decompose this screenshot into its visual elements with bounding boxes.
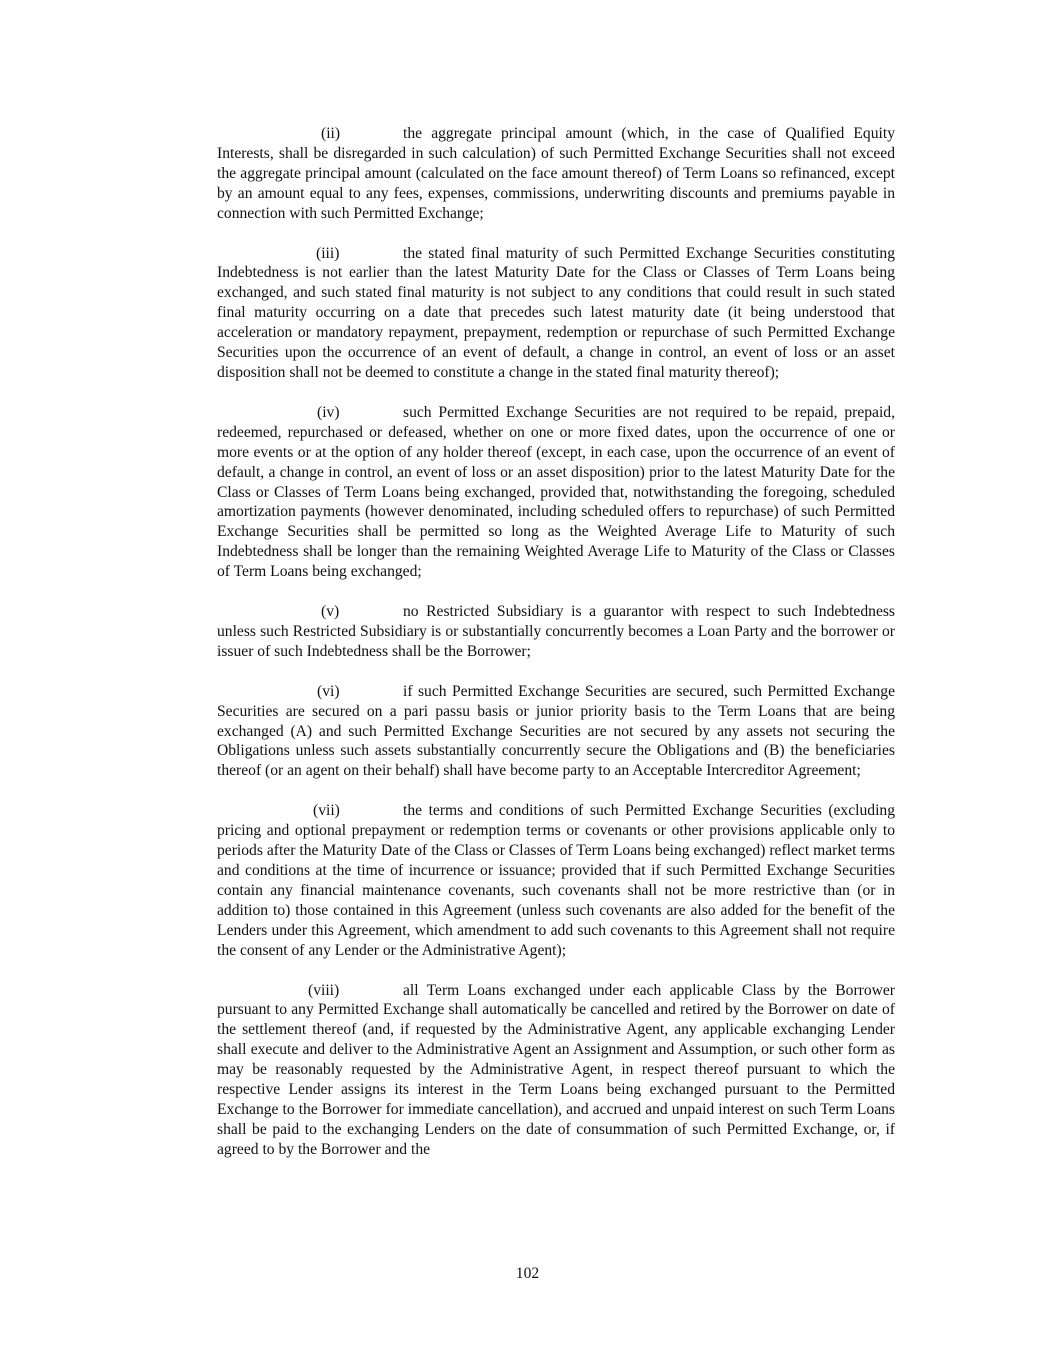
- clause-number: (viii): [308, 981, 340, 999]
- clause-text: such Permitted Exchange Securities are not required to be repaid, prepaid, redeemed, repurchased or defeased, whether on one or more fixed dates, upon the occurrence of one or more events or at the option of any holder thereof (except, in each case, upon the occurrence of an event of default, a change in control, an event of loss or an asset disposition) prior to the latest Maturity Date for the Class or Classes of Term Loans being exchanged, provided that, notwithstanding the foregoing, scheduled amortization payments (however denominated, including scheduled offers to repurchase) of such Permitted Exchange Securities shall be permitted so long as the Weighted Average Life to Maturity of such Indebtedness shall be longer than the remaining Weighted Average Life to Maturity of the Class or Classes of Term Loans being exchanged;: [217, 403, 895, 581]
- clause-number: (vi): [317, 682, 340, 700]
- clause-vi: [217, 682, 895, 782]
- document-body: [217, 124, 895, 1160]
- clause-number: (iv): [317, 403, 340, 421]
- clause-vii: [217, 801, 895, 960]
- clause-ii: [217, 124, 895, 224]
- page-number: 102: [515, 1265, 540, 1282]
- clause-text: all Term Loans exchanged under each applicable Class by the Borrower pursuant to any Permitted Exchange shall automatically be cancelled and retired by the Borrower on date of the settlement thereof (and, if requested by the Administrative Agent, any applicable exchanging Lender shall execute and deliver to the Administrative Agent an Assignment and Assumption, or such other form as may be reasonably requested by the Administrative Agent, in respect thereof pursuant to which the respective Lender assigns its interest in the Term Loans being exchanged pursuant to the Permitted Exchange to the Borrower for immediate cancellation), and accrued and unpaid interest on such Term Loans shall be paid to the exchanging Lenders on the date of consummation of such Permitted Exchange, or, if agreed to by the Borrower and the: [217, 981, 895, 1158]
- clause-number: (vii): [313, 802, 340, 820]
- clause-number: (iii): [316, 244, 340, 262]
- clause-number: (v): [321, 603, 340, 621]
- clause-viii: [217, 981, 895, 1160]
- clause-iv: [217, 403, 895, 582]
- clause-text: the terms and conditions of such Permitted Exchange Securities (excluding pricing and optional prepayment or redemption terms or covenants or other provisions applicable only to periods after the Maturity Date of the Class or Classes of Term Loans being exchanged) reflect market terms and conditions at the time of incurrence or issuance; provided that if such Permitted Exchange Securities contain any financial maintenance covenants, such covenants shall not be more restrictive than (or in addition to) those contained in this Agreement (unless such covenants are also added for the benefit of the Lenders under this Agreement, which amendment to add such covenants to this Agreement shall not require the consent of any Lender or the Administrative Agent);: [217, 802, 895, 959]
- clause-text: the aggregate principal amount (which, in the case of Qualified Equity Interests, shall be disregarded in such calculation) of such Permitted Exchange Securities shall not exceed the aggregate principal amount (calculated on the face amount thereof) of Term Loans so refinanced, except by an amount equal to any fees, expenses, commissions, underwriting discounts and premiums payable in connection with such Permitted Exchange;: [217, 125, 895, 222]
- clause-v: [217, 602, 895, 662]
- clause-text: if such Permitted Exchange Securities are secured, such Permitted Exchange Securities are secured on a pari passu basis or junior priority basis to the Term Loans that are being exchanged (A) and such Permitted Exchange Securities are not secured by any assets not securing the Obligations unless such assets substantially concurrently secure the Obligations and (B) the beneficiaries thereof (or an agent on their behalf) shall have become party to an Acceptable Intercreditor Agreement;: [217, 682, 895, 780]
- clause-text: the stated final maturity of such Permitted Exchange Securities constituting Indebtedness is not earlier than the latest Maturity Date for the Class or Classes of Term Loans being exchanged, and such stated final maturity is not subject to any conditions that could result in such stated final maturity occurring on a date that precedes such latest maturity date (it being understood that acceleration or mandatory repayment, prepayment, redemption or repurchase of such Permitted Exchange Securities upon the occurrence of an event of default, a change in control, an event of loss or an asset disposition shall not be deemed to constitute a change in the stated final maturity thereof);: [217, 244, 895, 381]
- clause-text: no Restricted Subsidiary is a guarantor with respect to such Indebtedness unless such Restricted Subsidiary is or substantially concurrently becomes a Loan Party and the borrower or issuer of such Indebtedness shall be the Borrower;: [217, 603, 895, 660]
- clause-number: (ii): [321, 125, 341, 142]
- clause-iii: [217, 244, 895, 383]
